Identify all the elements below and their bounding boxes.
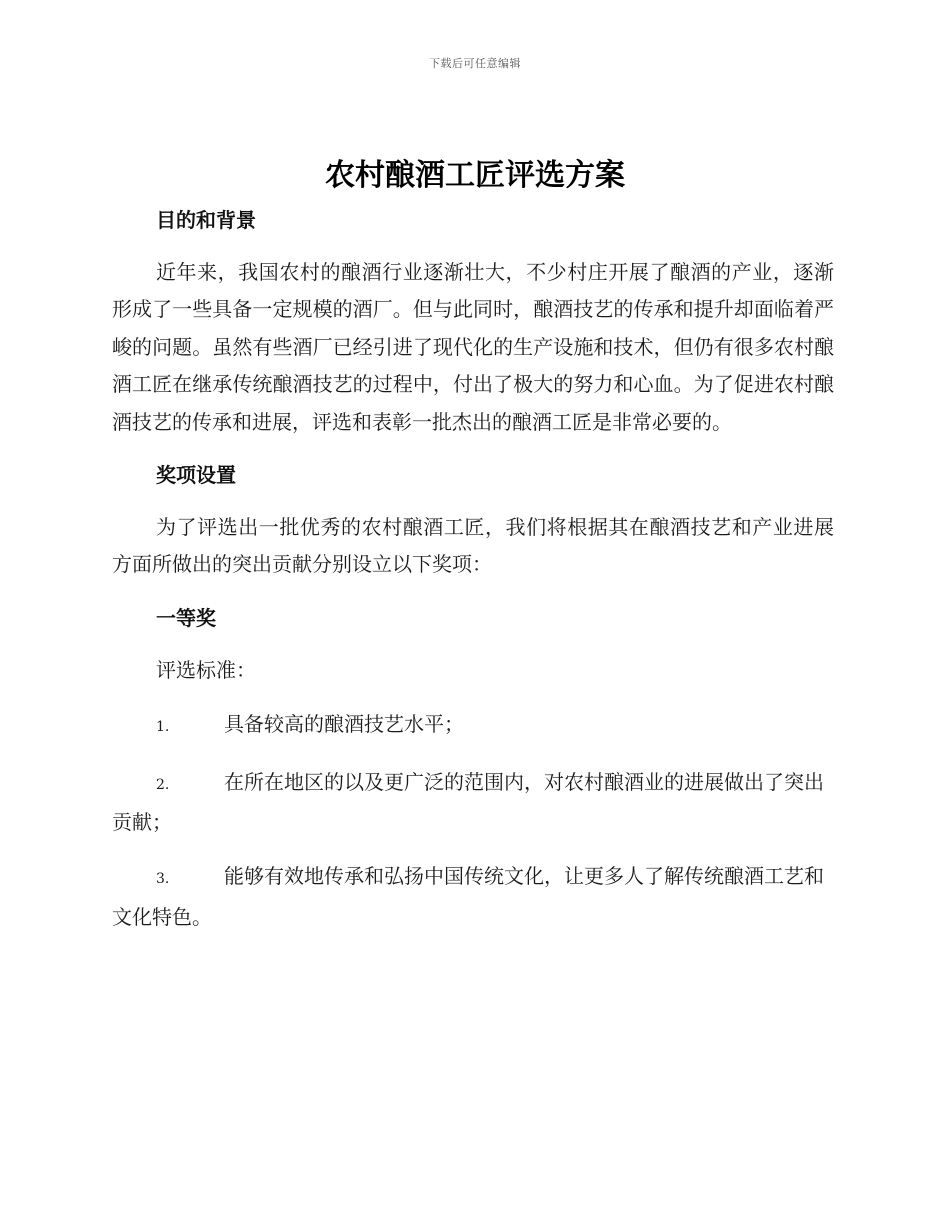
list-item: [112, 764, 834, 842]
list-text: 在所在地区的以及更广泛的范围内，对农村酿酒业的进展做出了突出贡献；: [112, 769, 824, 835]
list-item: [112, 706, 834, 746]
criteria-label: 评选标准：: [156, 657, 256, 682]
paragraph-awards: 为了评选出一批优秀的农村酿酒工匠，我们将根据其在酿酒技艺和产业进展方面所做出的突出贡献分别设立以下奖项：: [112, 515, 834, 577]
award-heading-first-prize: 一等奖: [156, 605, 216, 630]
section-heading-awards: 奖项设置: [156, 463, 236, 488]
list-number: 3.: [156, 871, 170, 888]
paragraph-purpose: 近年来，我国农村的酿酒行业逐渐壮大，不少村庄开展了酿酒的产业，逐渐形成了一些具备一定规模的酒厂。但与此同时，酿酒技艺的传承和提升却面临着严峻的问题。虽然有些酒厂已经引进了现代化的生产设施和技术，但仍有很多农村酿酒工匠在继承传统酿酒技艺的过程中，付出了极大的努力和心血。为了促进农村酿酒技艺的传承和进展，评选和表彰一批杰出的酿酒工匠是非常必要的。: [112, 260, 834, 434]
section-heading-purpose: 目的和背景: [156, 208, 256, 232]
list-text: 具备较高的酿酒技艺水平；: [224, 712, 464, 737]
list-number: 2.: [156, 776, 170, 793]
document-title: 农村酿酒工匠评选方案: [325, 158, 625, 193]
list-number: 1.: [156, 719, 170, 736]
document-body: [112, 200, 834, 936]
list-text: 能够有效地传承和弘扬中国传统文化，让更多人了解传统酿酒工艺和文化特色。: [112, 864, 824, 929]
header-note: 下载后可任意编辑: [429, 57, 521, 70]
list-item: [112, 858, 834, 936]
